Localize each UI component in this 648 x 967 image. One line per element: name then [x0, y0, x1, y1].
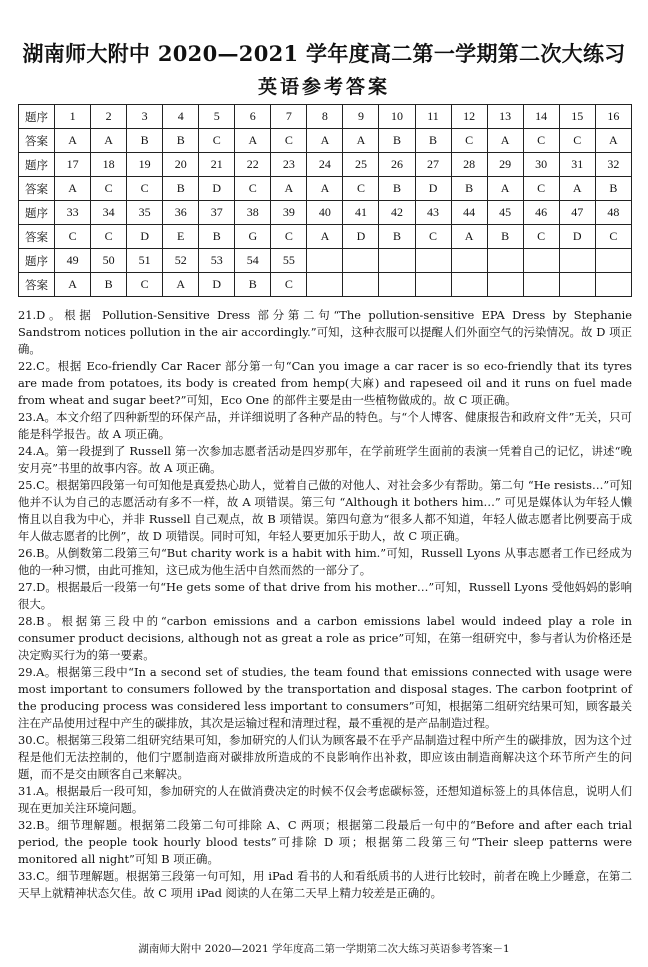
answer-row	[19, 177, 632, 201]
answer-cell: B	[415, 129, 451, 153]
explanation-text: D。根据 Pollution-Sensitive Dress 部分第二句“The pollution-sensitive EPA Dress by Stephanie Sandstrom notices pollution in the air accordingly.”可知，这种衣服可以提醒人们外面空气的污染情况。故 D 项正确。	[18, 308, 632, 356]
question-number-cell: 9	[343, 105, 379, 129]
answer-cell: C	[523, 225, 559, 249]
page-subtitle: 英语参考答案	[257, 76, 390, 98]
question-number-cell: 12	[451, 105, 487, 129]
question-number-cell: 1	[55, 105, 91, 129]
question-number-cell: 4	[163, 105, 199, 129]
question-number-cell: 35	[127, 201, 163, 225]
question-number-cell	[415, 249, 451, 273]
answer-cell: B	[163, 177, 199, 201]
answer-cell	[379, 273, 415, 297]
explanation-text: C。根据第三段第二组研究结果可知，参加研究的人们认为顾客最不在乎产品制造过程中所产生的碳排放，因为这个过程是他们无法控制的，他们宁愿制造商对碳排放所造成的不良影响作出补救，即应该由制造商解决这个环节所产生的问题，而不是交由顾客自己来解决。	[18, 733, 632, 781]
question-number-cell: 11	[415, 105, 451, 129]
question-number: 27.	[18, 580, 37, 594]
answer-cell: C	[199, 129, 235, 153]
question-number-cell: 17	[55, 153, 91, 177]
answer-cell: B	[91, 273, 127, 297]
answer-cell: D	[559, 225, 595, 249]
explanation-text: D。根据最后一段第一句“He gets some of that drive from his mother…”可知，Russell Lyons 受他妈妈的影响很大。	[18, 580, 632, 611]
answer-cell	[307, 273, 343, 297]
row-label: 答案	[19, 225, 55, 249]
question-number-cell: 2	[91, 105, 127, 129]
answer-cell: B	[379, 177, 415, 201]
question-number-cell: 33	[55, 201, 91, 225]
answer-cell: D	[343, 225, 379, 249]
explanation-text: A。本文介绍了四种新型的环保产品，并详细说明了各种产品的特色。与“个人博客、健康报告和政府文件”无关，只可能是科学报告。故 A 项正确。	[18, 410, 632, 441]
row-label: 题序	[19, 105, 55, 129]
question-number: 25.	[18, 478, 37, 492]
question-number-row	[19, 105, 632, 129]
row-label: 题序	[19, 201, 55, 225]
question-number: 28.	[18, 614, 37, 628]
question-number-cell: 23	[271, 153, 307, 177]
question-number-cell	[595, 249, 631, 273]
question-number-cell: 25	[343, 153, 379, 177]
question-number-cell: 49	[55, 249, 91, 273]
explanation-item	[18, 868, 632, 902]
answer-cell: C	[559, 129, 595, 153]
answer-cell: E	[163, 225, 199, 249]
explanation-item	[18, 817, 632, 868]
question-number-cell: 45	[487, 201, 523, 225]
answer-cell: A	[307, 225, 343, 249]
explanation-item	[18, 613, 632, 664]
question-number-cell	[559, 249, 595, 273]
explanation-text: A。第一段提到了 Russell 第一次参加志愿者活动是四岁那年，在学前班学生面前的表演一凭着自己的记忆，讲述“晚安月亮”书里的故事内容。故 A 项正确。	[18, 444, 632, 475]
question-number-cell: 52	[163, 249, 199, 273]
question-number-cell: 34	[91, 201, 127, 225]
question-number-cell: 10	[379, 105, 415, 129]
answer-cell: A	[487, 129, 523, 153]
explanation-item	[18, 307, 632, 358]
question-number-cell: 37	[199, 201, 235, 225]
question-number-cell	[343, 249, 379, 273]
answer-cell: A	[451, 225, 487, 249]
answer-cell: A	[487, 177, 523, 201]
question-number: 30.	[18, 733, 37, 747]
question-number-cell	[451, 249, 487, 273]
answer-row	[19, 225, 632, 249]
question-number-cell: 6	[235, 105, 271, 129]
question-number-cell	[523, 249, 559, 273]
explanations-section	[18, 307, 632, 902]
explanation-item	[18, 783, 632, 817]
row-label: 题序	[19, 153, 55, 177]
answer-cell: B	[487, 225, 523, 249]
row-label: 答案	[19, 273, 55, 297]
question-number-cell: 20	[163, 153, 199, 177]
question-number-cell: 54	[235, 249, 271, 273]
question-number-cell: 46	[523, 201, 559, 225]
answer-cell: B	[451, 177, 487, 201]
question-number-cell	[487, 249, 523, 273]
answer-cell: B	[235, 273, 271, 297]
question-number: 31.	[18, 784, 37, 798]
question-number-cell: 36	[163, 201, 199, 225]
answer-cell: C	[91, 225, 127, 249]
question-number-cell: 3	[127, 105, 163, 129]
row-label: 答案	[19, 129, 55, 153]
question-number-row	[19, 201, 632, 225]
answer-cell: A	[235, 129, 271, 153]
answer-cell: B	[595, 177, 631, 201]
question-number-cell: 39	[271, 201, 307, 225]
question-number-cell: 7	[271, 105, 307, 129]
question-number-cell: 29	[487, 153, 523, 177]
answer-cell	[415, 273, 451, 297]
question-number-cell: 42	[379, 201, 415, 225]
question-number-cell: 44	[451, 201, 487, 225]
explanation-text: B。根据第三段中的“carbon emissions and a carbon emissions label would indeed play a role in consumer product decisions, although not as great a role as price”可知，在第一组研究中，参与者认为价格还是决定购买行为的第一要素。	[18, 614, 633, 662]
row-label: 答案	[19, 177, 55, 201]
answer-cell: A	[559, 177, 595, 201]
row-label: 题序	[19, 249, 55, 273]
question-number-cell: 53	[199, 249, 235, 273]
explanation-text: A。根据第三段中“In a second set of studies, the team found that emissions connected with usage were most important to consumers followed by the transportation and disposal stages. The carbon footprint of the producing process was considered less important to consumers”可知，根据第二组研究结果可知，顾客最关注在产品使用过程中产生的碳排放，其次是运输过程和清理过程，最不重视的是产品制造过程。	[18, 665, 632, 730]
explanation-text: C。根据第四段第一句可知他是真爱热心助人，觉着自己做的对他人、对社会多少有帮助。第二句 “He resists…”可知他并不认为自己的志愿活动有多不一样，故 A 项错误。第三句 “Although it bothers him…” 可见是媒体认为年轻人懒惰且以自我为中心，并非 Russell 自己观点，故 B 项错误。第四句意为“很多人都不知道，年轻人做志愿者比例要高于成年人做志愿者的比例”，故 D 项错误。同时可知，年轻人要更加乐于助人，故 C 项正确。	[18, 478, 632, 543]
question-number: 24.	[18, 444, 37, 458]
answer-row	[19, 129, 632, 153]
explanation-item	[18, 579, 632, 613]
answer-cell: C	[55, 225, 91, 249]
question-number-cell: 30	[523, 153, 559, 177]
question-number-cell: 22	[235, 153, 271, 177]
question-number: 29.	[18, 665, 37, 679]
answer-cell: G	[235, 225, 271, 249]
answer-cell: B	[379, 129, 415, 153]
answer-row	[19, 273, 632, 297]
explanation-item	[18, 443, 632, 477]
explanation-item	[18, 477, 632, 545]
question-number: 26.	[18, 546, 37, 560]
question-number-cell: 14	[523, 105, 559, 129]
answer-cell	[559, 273, 595, 297]
answer-cell	[451, 273, 487, 297]
answer-cell: A	[271, 177, 307, 201]
explanation-text: B。细节理解题。根据第二段第二句可排除 A、C 两项；根据第二段最后一句中的“Before and after each trial period, the people took hourly blood tests”可排除 D 项；根据第二段第三句“Their sleep patterns were monitored all night”可知 B 项正确。	[18, 818, 632, 866]
answer-cell: C	[271, 225, 307, 249]
answer-cell: A	[595, 129, 631, 153]
question-number-cell: 50	[91, 249, 127, 273]
question-number-cell: 40	[307, 201, 343, 225]
question-number-cell: 19	[127, 153, 163, 177]
answer-cell: A	[343, 129, 379, 153]
explanation-item	[18, 664, 632, 732]
question-number-cell: 26	[379, 153, 415, 177]
question-number-cell: 32	[595, 153, 631, 177]
question-number: 32.	[18, 818, 37, 832]
question-number-cell: 24	[307, 153, 343, 177]
question-number-row	[19, 249, 632, 273]
question-number-cell: 5	[199, 105, 235, 129]
answer-cell: A	[307, 129, 343, 153]
question-number: 23.	[18, 410, 37, 424]
explanation-text: C。细节理解题。根据第三段第一句可知，用 iPad 看书的人和看纸质书的人进行比较时，前者在晚上少睡意，在第二天早上就精神状态欠佳。故 C 项用 iPad 阅读的人在第二天早上精力较差是正确的。	[18, 869, 632, 900]
answer-cell: C	[271, 129, 307, 153]
explanation-item	[18, 545, 632, 579]
answer-cell: C	[343, 177, 379, 201]
question-number-cell: 41	[343, 201, 379, 225]
answer-cell: A	[55, 273, 91, 297]
answer-cell: C	[451, 129, 487, 153]
question-number-cell: 27	[415, 153, 451, 177]
answer-cell: A	[55, 129, 91, 153]
answer-cell: D	[415, 177, 451, 201]
question-number-cell: 13	[487, 105, 523, 129]
question-number-cell: 15	[559, 105, 595, 129]
answer-cell: C	[235, 177, 271, 201]
answer-cell: C	[271, 273, 307, 297]
explanation-item	[18, 358, 632, 409]
question-number-cell: 47	[559, 201, 595, 225]
answer-cell: A	[55, 177, 91, 201]
answer-cell	[595, 273, 631, 297]
answer-cell: C	[415, 225, 451, 249]
question-number: 21.	[18, 308, 37, 322]
answer-cell	[343, 273, 379, 297]
question-number-cell: 8	[307, 105, 343, 129]
answer-cell: B	[127, 129, 163, 153]
answer-cell: D	[127, 225, 163, 249]
question-number-cell: 43	[415, 201, 451, 225]
answer-cell	[487, 273, 523, 297]
question-number-cell	[307, 249, 343, 273]
question-number-cell: 21	[199, 153, 235, 177]
answer-cell: A	[163, 273, 199, 297]
explanation-item	[18, 409, 632, 443]
answer-cell: C	[523, 177, 559, 201]
question-number: 22.	[18, 359, 37, 373]
answer-cell: C	[91, 177, 127, 201]
answer-cell: B	[199, 225, 235, 249]
question-number-cell: 31	[559, 153, 595, 177]
question-number-cell: 48	[595, 201, 631, 225]
question-number-cell: 55	[271, 249, 307, 273]
answer-table	[18, 104, 632, 297]
page-footer: 湖南师大附中 2020—2021 学年度高二第一学期第二次大练习英语参考答案－1	[138, 943, 510, 955]
answer-cell: B	[379, 225, 415, 249]
explanation-item	[18, 732, 632, 783]
question-number-cell	[379, 249, 415, 273]
answer-cell: D	[199, 273, 235, 297]
answer-cell: A	[91, 129, 127, 153]
answer-cell: D	[199, 177, 235, 201]
answer-cell: B	[163, 129, 199, 153]
question-number-cell: 28	[451, 153, 487, 177]
explanation-text: A。根据最后一段可知，参加研究的人在做消费决定的时候不仅会考虑碳标签，还想知道标签上的具体信息，说明人们现在更加关注环境问题。	[18, 784, 632, 815]
explanation-text: B。从倒数第二段第三句“But charity work is a habit with him.”可知，Russell Lyons 从事志愿者工作已经成为他的一种习惯，由此可推知，这已成为他生活中自然而然的一部分了。	[18, 546, 632, 577]
page-title: 湖南师大附中 2020—2021 学年度高二第一学期第二次大练习	[22, 41, 626, 66]
answer-cell	[523, 273, 559, 297]
answer-cell: C	[595, 225, 631, 249]
question-number-row	[19, 153, 632, 177]
question-number-cell: 38	[235, 201, 271, 225]
answer-cell: A	[307, 177, 343, 201]
explanation-text: C。根据 Eco-friendly Car Racer 部分第一句“Can you image a car racer is so eco-friendly that its tyres are made from potatoes, its body is created from hemp(大麻) and rapeseed oil and it runs on fuel made from wheat and sugar beet?”可知，Eco One 的部件主要是由一些植物做成的。故 C 项正确。	[18, 359, 632, 407]
answer-cell: C	[523, 129, 559, 153]
answer-cell: C	[127, 273, 163, 297]
question-number-cell: 16	[595, 105, 631, 129]
question-number-cell: 18	[91, 153, 127, 177]
question-number: 33.	[18, 869, 37, 883]
question-number-cell: 51	[127, 249, 163, 273]
answer-cell: C	[127, 177, 163, 201]
